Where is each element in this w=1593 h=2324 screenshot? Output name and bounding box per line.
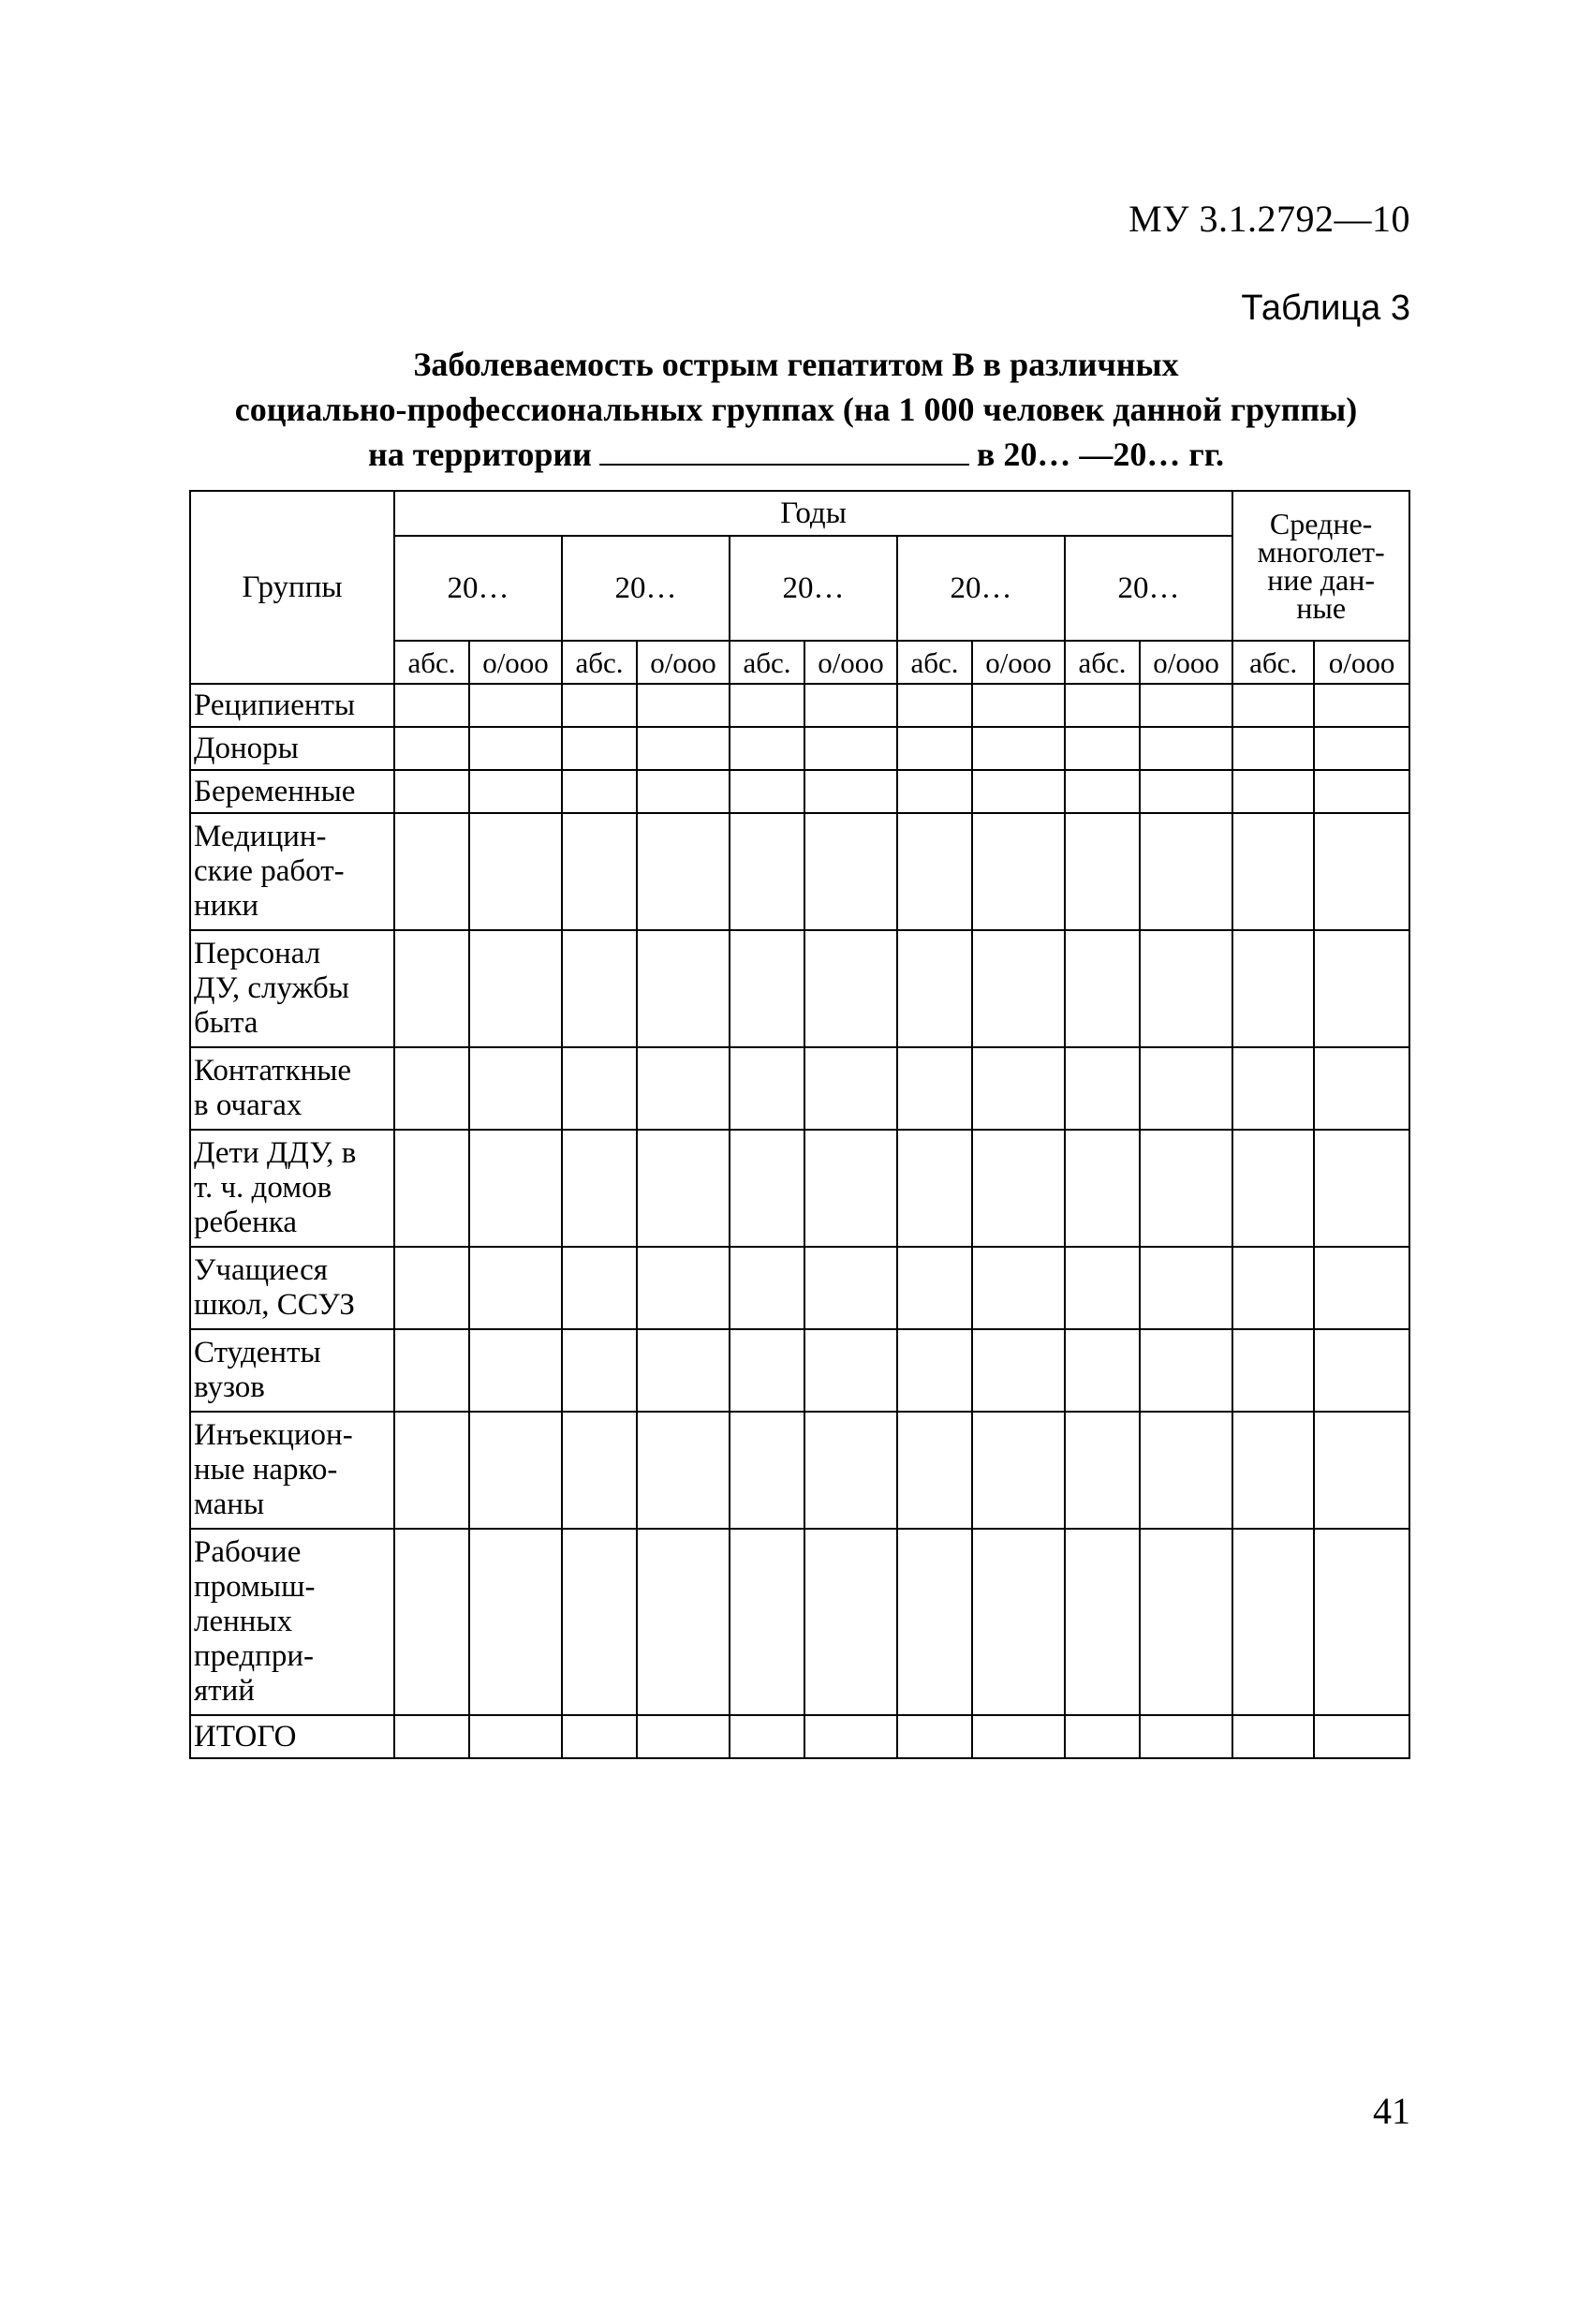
table-title	[187, 342, 1405, 477]
data-cell[interactable]	[804, 1715, 897, 1758]
data-cell[interactable]	[637, 727, 730, 770]
data-cell[interactable]	[394, 1715, 469, 1758]
group-name-line: Реципиенты	[194, 688, 356, 722]
table-number-label: Таблица 3	[1241, 289, 1410, 328]
data-cell[interactable]	[394, 684, 469, 727]
data-cell[interactable]	[562, 727, 637, 770]
data-cell[interactable]	[897, 1130, 972, 1247]
data-cell[interactable]	[897, 1529, 972, 1715]
data-cell[interactable]	[1065, 727, 1140, 770]
data-cell[interactable]	[1314, 1715, 1409, 1758]
data-cell[interactable]	[897, 813, 972, 930]
data-cell[interactable]	[972, 1715, 1065, 1758]
data-cell[interactable]	[804, 1329, 897, 1412]
year-column-header: 20…	[1065, 536, 1232, 641]
data-cell[interactable]	[562, 930, 637, 1047]
data-cell[interactable]	[1065, 770, 1140, 813]
average-header	[1232, 491, 1409, 641]
data-cell[interactable]	[394, 1329, 469, 1412]
data-cell[interactable]	[562, 813, 637, 930]
data-cell[interactable]	[637, 684, 730, 727]
group-name-line: т. ч. домов	[194, 1171, 332, 1205]
data-cell[interactable]	[730, 930, 804, 1047]
data-cell[interactable]	[972, 770, 1065, 813]
data-cell[interactable]	[897, 930, 972, 1047]
group-name-line: вузов	[194, 1370, 265, 1404]
title-line-2: социально-профессиональных группах (на 1 000 человек данной группы)	[234, 391, 1358, 428]
data-cell[interactable]	[562, 1529, 637, 1715]
group-name-line: Доноры	[194, 731, 299, 765]
subheader-rate: о/ооо	[637, 641, 730, 684]
group-name-cell	[190, 1047, 394, 1130]
title-line-1: Заболеваемость острым гепатитом В в различных	[413, 346, 1179, 383]
data-cell[interactable]	[897, 727, 972, 770]
data-cell[interactable]	[897, 684, 972, 727]
subheader-abs: абс.	[1232, 641, 1314, 684]
group-name-line: маны	[194, 1488, 265, 1521]
data-cell[interactable]	[562, 1715, 637, 1758]
data-cell[interactable]	[1140, 1529, 1232, 1715]
data-cell[interactable]	[1232, 813, 1314, 930]
data-cell[interactable]	[1232, 930, 1314, 1047]
data-cell[interactable]	[637, 1529, 730, 1715]
data-cell[interactable]	[469, 1715, 562, 1758]
data-cell[interactable]	[469, 770, 562, 813]
data-cell[interactable]	[804, 930, 897, 1047]
subheader-rate: о/ооо	[469, 641, 562, 684]
group-name-cell	[190, 1529, 394, 1715]
territory-blank-field	[599, 436, 969, 466]
data-cell[interactable]	[730, 1247, 804, 1329]
group-name-line: Медицин-	[194, 820, 327, 853]
table-row	[190, 1412, 1409, 1529]
data-cell[interactable]	[637, 1412, 730, 1529]
data-cell[interactable]	[1065, 1715, 1140, 1758]
subheader-abs: абс.	[897, 641, 972, 684]
subheader-abs: абс.	[730, 641, 804, 684]
title-territory-label: на территории	[368, 436, 592, 473]
data-cell[interactable]	[469, 1247, 562, 1329]
subheader-rate: о/ооо	[972, 641, 1065, 684]
subheader-rate: о/ооо	[804, 641, 897, 684]
data-cell[interactable]	[804, 813, 897, 930]
data-cell[interactable]	[1140, 1130, 1232, 1247]
table-row	[190, 727, 1409, 770]
data-cell[interactable]	[1314, 813, 1409, 930]
group-name-line: Рабочие	[194, 1535, 302, 1569]
table-row	[190, 684, 1409, 727]
title-period-label: в 20… —20… гг.	[976, 436, 1224, 473]
group-name-cell	[190, 1715, 394, 1758]
data-cell[interactable]	[469, 813, 562, 930]
data-cell[interactable]	[730, 727, 804, 770]
average-header-line: ные	[1296, 591, 1347, 625]
data-cell[interactable]	[804, 770, 897, 813]
data-cell[interactable]	[637, 1130, 730, 1247]
group-name-line: ИТОГО	[194, 1719, 297, 1754]
group-name-line: промыш-	[194, 1570, 316, 1604]
data-cell[interactable]	[394, 1047, 469, 1130]
data-cell[interactable]	[804, 684, 897, 727]
group-name-line: быта	[194, 1006, 258, 1040]
data-cell[interactable]	[1314, 1529, 1409, 1715]
data-cell[interactable]	[469, 684, 562, 727]
data-cell[interactable]	[1140, 727, 1232, 770]
group-name-line: предпри-	[194, 1639, 314, 1673]
group-name-line: ные нарко-	[194, 1453, 338, 1487]
data-cell[interactable]	[972, 1130, 1065, 1247]
data-cell[interactable]	[469, 1329, 562, 1412]
data-cell[interactable]	[1140, 1412, 1232, 1529]
data-cell[interactable]	[804, 1130, 897, 1247]
data-cell[interactable]	[1232, 684, 1314, 727]
data-cell[interactable]	[637, 1329, 730, 1412]
data-cell[interactable]	[1140, 1715, 1232, 1758]
data-cell[interactable]	[972, 813, 1065, 930]
average-header-line: многолет-	[1257, 535, 1385, 569]
group-name-cell	[190, 930, 394, 1047]
year-column-header: 20…	[562, 536, 730, 641]
data-cell[interactable]	[730, 770, 804, 813]
group-name-line: Дети ДДУ, в	[194, 1136, 357, 1170]
group-name-line: школ, ССУЗ	[194, 1288, 355, 1322]
average-header-line: ние дан-	[1267, 563, 1375, 597]
table-row	[190, 770, 1409, 813]
data-cell[interactable]	[897, 1412, 972, 1529]
subheader-abs: абс.	[1065, 641, 1140, 684]
data-cell[interactable]	[972, 1047, 1065, 1130]
data-cell[interactable]	[1140, 1247, 1232, 1329]
data-cell[interactable]	[897, 1047, 972, 1130]
data-cell[interactable]	[394, 770, 469, 813]
data-cell[interactable]	[1232, 770, 1314, 813]
data-cell[interactable]	[394, 1247, 469, 1329]
year-column-header: 20…	[730, 536, 897, 641]
data-cell[interactable]	[637, 770, 730, 813]
subheader-abs: абс.	[394, 641, 469, 684]
group-name-line: ники	[194, 889, 259, 923]
data-cell[interactable]	[730, 1130, 804, 1247]
table-row	[190, 930, 1409, 1047]
data-cell[interactable]	[394, 813, 469, 930]
group-name-line: Беременные	[194, 774, 356, 808]
data-cell[interactable]	[1232, 1047, 1314, 1130]
data-cell[interactable]	[1140, 930, 1232, 1047]
data-cell[interactable]	[730, 1715, 804, 1758]
data-cell[interactable]	[637, 813, 730, 930]
data-cell[interactable]	[897, 770, 972, 813]
groups-header: Группы	[190, 491, 394, 684]
data-cell[interactable]	[1140, 684, 1232, 727]
group-name-cell	[190, 684, 394, 727]
data-cell[interactable]	[1314, 1329, 1409, 1412]
data-cell[interactable]	[1314, 1047, 1409, 1130]
data-cell[interactable]	[972, 930, 1065, 1047]
data-cell[interactable]	[804, 1247, 897, 1329]
data-cell[interactable]	[730, 1412, 804, 1529]
document-code: МУ 3.1.2792—10	[1128, 198, 1410, 240]
data-cell[interactable]	[394, 727, 469, 770]
data-cell[interactable]	[469, 1047, 562, 1130]
data-cell[interactable]	[1140, 1329, 1232, 1412]
data-cell[interactable]	[1314, 770, 1409, 813]
data-cell[interactable]	[562, 770, 637, 813]
data-cell[interactable]	[804, 1047, 897, 1130]
group-name-line: ские работ-	[194, 854, 345, 888]
data-cell[interactable]	[469, 1412, 562, 1529]
data-cell[interactable]	[897, 1329, 972, 1412]
data-cell[interactable]	[972, 1412, 1065, 1529]
group-name-line: ДУ, службы	[194, 971, 349, 1005]
data-cell[interactable]	[637, 1047, 730, 1130]
data-cell[interactable]	[394, 1130, 469, 1247]
group-name-line: Персонал	[194, 937, 321, 970]
data-cell[interactable]	[1065, 1047, 1140, 1130]
group-name-line: Контаткные	[194, 1054, 352, 1088]
group-name-cell	[190, 1329, 394, 1412]
data-cell[interactable]	[897, 1715, 972, 1758]
data-cell[interactable]	[1065, 684, 1140, 727]
data-cell[interactable]	[637, 1247, 730, 1329]
table-row	[190, 1715, 1409, 1758]
data-cell[interactable]	[1140, 1047, 1232, 1130]
data-cell[interactable]	[972, 1529, 1065, 1715]
data-cell[interactable]	[1314, 727, 1409, 770]
data-cell[interactable]	[562, 1047, 637, 1130]
data-cell[interactable]	[1232, 1247, 1314, 1329]
data-cell[interactable]	[1065, 1329, 1140, 1412]
subheader-abs: абс.	[562, 641, 637, 684]
data-cell[interactable]	[1314, 930, 1409, 1047]
data-cell[interactable]	[1065, 1412, 1140, 1529]
group-name-line: ленных	[194, 1605, 293, 1638]
data-cell[interactable]	[562, 1247, 637, 1329]
data-cell[interactable]	[730, 1047, 804, 1130]
data-cell[interactable]	[394, 930, 469, 1047]
data-cell[interactable]	[1314, 684, 1409, 727]
data-cell[interactable]	[1140, 770, 1232, 813]
group-name-line: Инъекцион-	[194, 1418, 353, 1452]
data-cell[interactable]	[730, 684, 804, 727]
table-row	[190, 1529, 1409, 1715]
data-cell[interactable]	[730, 813, 804, 930]
data-cell[interactable]	[972, 1247, 1065, 1329]
title-line-3	[187, 432, 1405, 477]
group-name-cell	[190, 770, 394, 813]
year-column-header: 20…	[897, 536, 1065, 641]
subheader-rate: о/ооо	[1314, 641, 1409, 684]
data-cell[interactable]	[562, 1130, 637, 1247]
group-name-cell	[190, 1247, 394, 1329]
data-cell[interactable]	[1232, 1715, 1314, 1758]
group-name-line: Учащиеся	[194, 1253, 328, 1287]
data-cell[interactable]	[1065, 1529, 1140, 1715]
group-name-line: в очагах	[194, 1088, 302, 1122]
data-cell[interactable]	[1314, 1247, 1409, 1329]
data-cell[interactable]	[1314, 1130, 1409, 1247]
data-cell[interactable]	[804, 1529, 897, 1715]
table-row	[190, 1247, 1409, 1329]
data-cell[interactable]	[1065, 813, 1140, 930]
data-cell[interactable]	[394, 1412, 469, 1529]
group-name-cell	[190, 813, 394, 930]
data-cell[interactable]	[1232, 1412, 1314, 1529]
data-cell[interactable]	[1232, 727, 1314, 770]
data-cell[interactable]	[1232, 1529, 1314, 1715]
incidence-table	[189, 490, 1410, 1759]
data-cell[interactable]	[469, 930, 562, 1047]
data-cell[interactable]	[1065, 1247, 1140, 1329]
table-row	[190, 1130, 1409, 1247]
years-header: Годы	[394, 491, 1232, 536]
group-name-cell	[190, 727, 394, 770]
data-cell[interactable]	[897, 1247, 972, 1329]
data-cell[interactable]	[1314, 1412, 1409, 1529]
group-name-cell	[190, 1412, 394, 1529]
page-number: 41	[1373, 2090, 1410, 2132]
group-name-line: Студенты	[194, 1336, 321, 1369]
group-name-line: ребенка	[194, 1206, 297, 1239]
data-cell[interactable]	[562, 1329, 637, 1412]
data-cell[interactable]	[972, 727, 1065, 770]
data-cell[interactable]	[1065, 930, 1140, 1047]
data-cell[interactable]	[637, 930, 730, 1047]
data-cell[interactable]	[972, 684, 1065, 727]
table-row	[190, 1047, 1409, 1130]
data-cell[interactable]	[562, 1412, 637, 1529]
data-cell[interactable]	[637, 1715, 730, 1758]
table-row	[190, 1329, 1409, 1412]
data-cell[interactable]	[730, 1529, 804, 1715]
data-cell[interactable]	[730, 1329, 804, 1412]
average-header-line: Средне-	[1269, 507, 1373, 540]
year-column-header: 20…	[394, 536, 562, 641]
subheader-rate: о/ооо	[1140, 641, 1232, 684]
data-cell[interactable]	[562, 684, 637, 727]
data-cell[interactable]	[1065, 1130, 1140, 1247]
table-row	[190, 813, 1409, 930]
data-cell[interactable]	[804, 1412, 897, 1529]
data-cell[interactable]	[1232, 1130, 1314, 1247]
group-name-cell	[190, 1130, 394, 1247]
data-cell[interactable]	[394, 1529, 469, 1715]
data-cell[interactable]	[469, 727, 562, 770]
data-cell[interactable]	[1140, 813, 1232, 930]
data-cell[interactable]	[1232, 1329, 1314, 1412]
data-cell[interactable]	[804, 727, 897, 770]
group-name-line: ятий	[194, 1674, 255, 1708]
data-cell[interactable]	[972, 1329, 1065, 1412]
data-cell[interactable]	[469, 1529, 562, 1715]
data-cell[interactable]	[469, 1130, 562, 1247]
